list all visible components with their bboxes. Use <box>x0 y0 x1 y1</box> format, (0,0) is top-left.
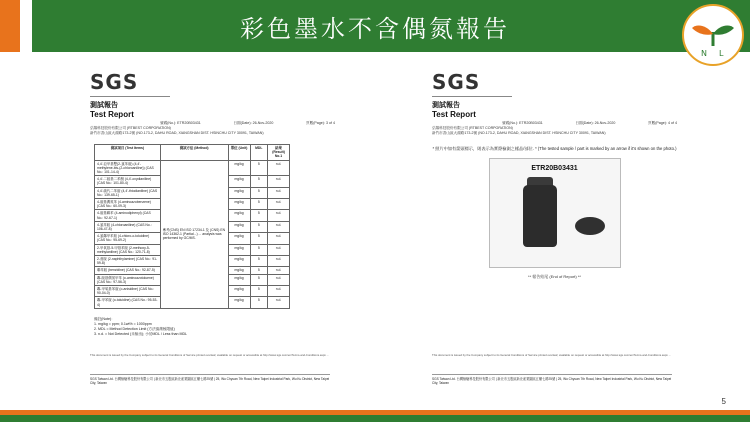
unit-cell: mg/kg <box>228 210 250 221</box>
slide-footer <box>0 410 750 422</box>
sample-photo <box>489 158 621 268</box>
test-item-cell: 4-胺基聯苯 (4-aminodiphenyl) (CAS No.: 92-67-1) <box>95 210 161 221</box>
notes-title: 備註(Note)： <box>94 316 115 321</box>
unit-cell: mg/kg <box>228 297 250 308</box>
note-item: 1. mg/kg = ppm; 0.1wt% = 1000ppm <box>94 321 152 326</box>
logo-letter-l: L <box>719 49 724 58</box>
test-item-cell: 4,4'-二胺基二苯醚 (4,4'-oxydianiline) (CAS No.: 101-80-4) <box>95 176 161 187</box>
unit-cell: mg/kg <box>228 199 250 210</box>
col-header-items: 測試項目 (Test Items) <box>95 145 161 161</box>
slide-title: 彩色墨水不含偶氮報告 <box>240 15 510 43</box>
footer-address: SGS Taiwan Ltd. 台灣檢驗科技股份有限公司 | 新北市五股區新北產業園區五權七路25號 | 25, Wu Chyuan 7th Road, New Taipei Industrial Park, Wu Ku District, New Taipei City, Taiwan <box>90 374 330 385</box>
mdl-cell: 5 <box>250 210 268 221</box>
test-item-cell: 4,4'-亞甲基雙(2-氯苯胺) (4,4'-methylene-bis-(2-chloroaniline)) (CAS No.: 101-14-4) <box>95 160 161 176</box>
footer-address: SGS Taiwan Ltd. 台灣檢驗科技股份有限公司 | 新北市五股區新北產業園區五權七路25號 | 25, Wu Chyuan 7th Road, New Taipei Industrial Park, Wu Ku District, New Taipei City, Taiwan <box>432 374 672 385</box>
result-cell: n.d. <box>268 286 290 297</box>
note-item: 3. n.d. = Not Detected (未檢出); 小於MDL / Less than MDL <box>94 331 188 336</box>
report-heading-en: Test Report <box>432 110 476 119</box>
unit-cell: mg/kg <box>228 256 250 267</box>
unit-cell: mg/kg <box>228 244 250 255</box>
end-of-report: ** 報告結尾 (End of Report) ** <box>528 273 581 279</box>
page-number: 5 <box>721 397 726 406</box>
unit-cell: mg/kg <box>228 160 250 176</box>
result-cell: n.d. <box>268 199 290 210</box>
mdl-cell: 5 <box>250 267 268 274</box>
result-cell: n.d. <box>268 221 290 232</box>
client-address: 新竹市香山區大湖路173-2號 (NO.173-2, DAHU ROAD, XIANGSHAN DIST. HSINCHU CITY 30091, TAIWAN) <box>90 131 264 135</box>
test-report-page-4 <box>432 70 677 390</box>
client-company: 弘陽科技股份有限公司 (RTBEST CORPORATION) <box>90 126 171 130</box>
mdl-cell: 5 <box>250 297 268 308</box>
bottle-lid <box>575 217 605 235</box>
report-heading-en: Test Report <box>90 110 134 119</box>
unit-cell: mg/kg <box>228 233 250 244</box>
report-number: 號碼(No.): ETR20B03431 <box>160 121 201 125</box>
unit-cell: mg/kg <box>228 176 250 187</box>
sgs-logo: SGS <box>432 70 481 94</box>
test-item-cell: 4-氯鄰甲苯胺 (4-chloro-o-toluidine) (CAS No.: 95-69-2) <box>95 233 161 244</box>
unit-cell: mg/kg <box>228 187 250 198</box>
test-item-cell: 2-甲氧基-5-甲基苯胺 (2-methoxy-5-methylaniline) (CAS No.: 120-71-8) <box>95 244 161 255</box>
mdl-cell: 5 <box>250 221 268 232</box>
mdl-cell: 5 <box>250 187 268 198</box>
col-header-result: 結果 (Result) No.1 <box>268 145 290 161</box>
mdl-cell: 5 <box>250 199 268 210</box>
sample-id-label: ETR20B03431 <box>531 164 578 172</box>
report-page: 頁數(Page): 3 of 4 <box>306 121 335 125</box>
test-report-page-3 <box>90 70 335 390</box>
unit-cell: mg/kg <box>228 267 250 274</box>
divider <box>90 96 170 97</box>
report-page: 頁數(Page): 4 of 4 <box>648 121 677 125</box>
notes-block <box>94 317 335 337</box>
mdl-cell: 5 <box>250 160 268 176</box>
method-cell: 參考(CNS) EN ISO 17234-1 及 (CNS) EN ISO 14362-1 (Partial...) ... analysis was performed by GC/MS. <box>160 160 228 308</box>
result-cell: n.d. <box>268 274 290 285</box>
result-cell: n.d. <box>268 233 290 244</box>
client-address: 新竹市香山區大湖路173-2號 (NO.173-2, DAHU ROAD, XIANGSHAN DIST. HSINCHU CITY 30091, TAIWAN) <box>432 131 606 135</box>
result-cell: n.d. <box>268 176 290 187</box>
mdl-cell: 5 <box>250 274 268 285</box>
mdl-cell: 5 <box>250 176 268 187</box>
table-row <box>95 160 290 176</box>
mdl-cell: 5 <box>250 286 268 297</box>
mdl-cell: 5 <box>250 233 268 244</box>
results-table <box>94 144 290 309</box>
fine-print: This document is issued by the Company subject to its General Conditions of Service printed overleaf, available on request or accessible at http://www.sgs.com/en/Terms-and-Conditions.aspx ... <box>432 353 671 357</box>
test-item-cell: 鄰-甲氧基苯胺 (o-anisidine) (CAS No.: 90-04-0) <box>95 286 161 297</box>
mdl-cell: 5 <box>250 256 268 267</box>
report-date: 日期(Date): 26-Nov-2020 <box>233 121 274 125</box>
note-item: 2. MDL = Method Detection Limit (方法偵測極限值) <box>94 326 175 331</box>
result-cell: n.d. <box>268 244 290 255</box>
test-item-cell: 4-胺基偶氮苯 (4-aminoazobenzene) (CAS No.: 60-09-3) <box>95 199 161 210</box>
company-logo <box>682 4 744 66</box>
sgs-logo: SGS <box>90 70 139 94</box>
test-item-cell: 聯苯胺 (benzidine) (CAS No.: 92-87-5) <box>95 267 161 274</box>
test-item-cell: 4,4'-硫代二苯胺 (4,4'-thiodianiline) (CAS No.: 139-65-1) <box>95 187 161 198</box>
report-number: 號碼(No.): ETR20B03431 <box>502 121 543 125</box>
result-cell: n.d. <box>268 256 290 267</box>
unit-cell: mg/kg <box>228 274 250 285</box>
report-heading-zh: 測試報告 <box>432 102 460 109</box>
divider <box>432 96 512 97</box>
test-item-cell: 鄰-甲苯胺 (o-toluidine) (CAS No.: 95-53-4) <box>95 297 161 308</box>
logo-letter-n: N <box>701 49 707 58</box>
unit-cell: mg/kg <box>228 286 250 297</box>
test-item-cell: 4-氯苯胺 (4-chloroaniline) (CAS No.: 106-47-8) <box>95 221 161 232</box>
result-cell: n.d. <box>268 187 290 198</box>
mdl-cell: 5 <box>250 244 268 255</box>
report-date: 日期(Date): 26-Nov-2020 <box>575 121 616 125</box>
result-cell: n.d. <box>268 210 290 221</box>
col-header-mdl: MDL <box>250 145 268 161</box>
result-cell: n.d. <box>268 297 290 308</box>
slide-header <box>0 0 750 52</box>
client-company: 弘陽科技股份有限公司 (RTBEST CORPORATION) <box>432 126 513 130</box>
footer-orange-stripe <box>0 410 750 415</box>
result-cell: n.d. <box>268 267 290 274</box>
test-item-cell: 2-萘胺 (2-naphthylamine) (CAS No.: 91-59-8) <box>95 256 161 267</box>
unit-cell: mg/kg <box>228 221 250 232</box>
col-header-method: 測試方法 (Method) <box>160 145 228 161</box>
result-cell: n.d. <box>268 160 290 176</box>
logo-icon <box>684 6 742 64</box>
test-item-cell: 鄰-胺基偶氮甲苯 (o-aminoazotoluene) (CAS No.: 97-56-3) <box>95 274 161 285</box>
photo-caption: * 照片中如有箭頭標示，則表示為實際檢測之樣品/部位. * (The tested sample / part is marked by an arrow if it's shown on the photo.) <box>432 146 677 151</box>
ink-bottle <box>523 185 557 247</box>
col-header-unit: 單位 (Unit) <box>228 145 250 161</box>
report-heading-zh: 測試報告 <box>90 102 118 109</box>
fine-print: This document is issued by the Company subject to its General Conditions of Service printed overleaf, available on request or accessible at http://www.sgs.com/en/Terms-and-Conditions.aspx ... <box>90 353 329 357</box>
